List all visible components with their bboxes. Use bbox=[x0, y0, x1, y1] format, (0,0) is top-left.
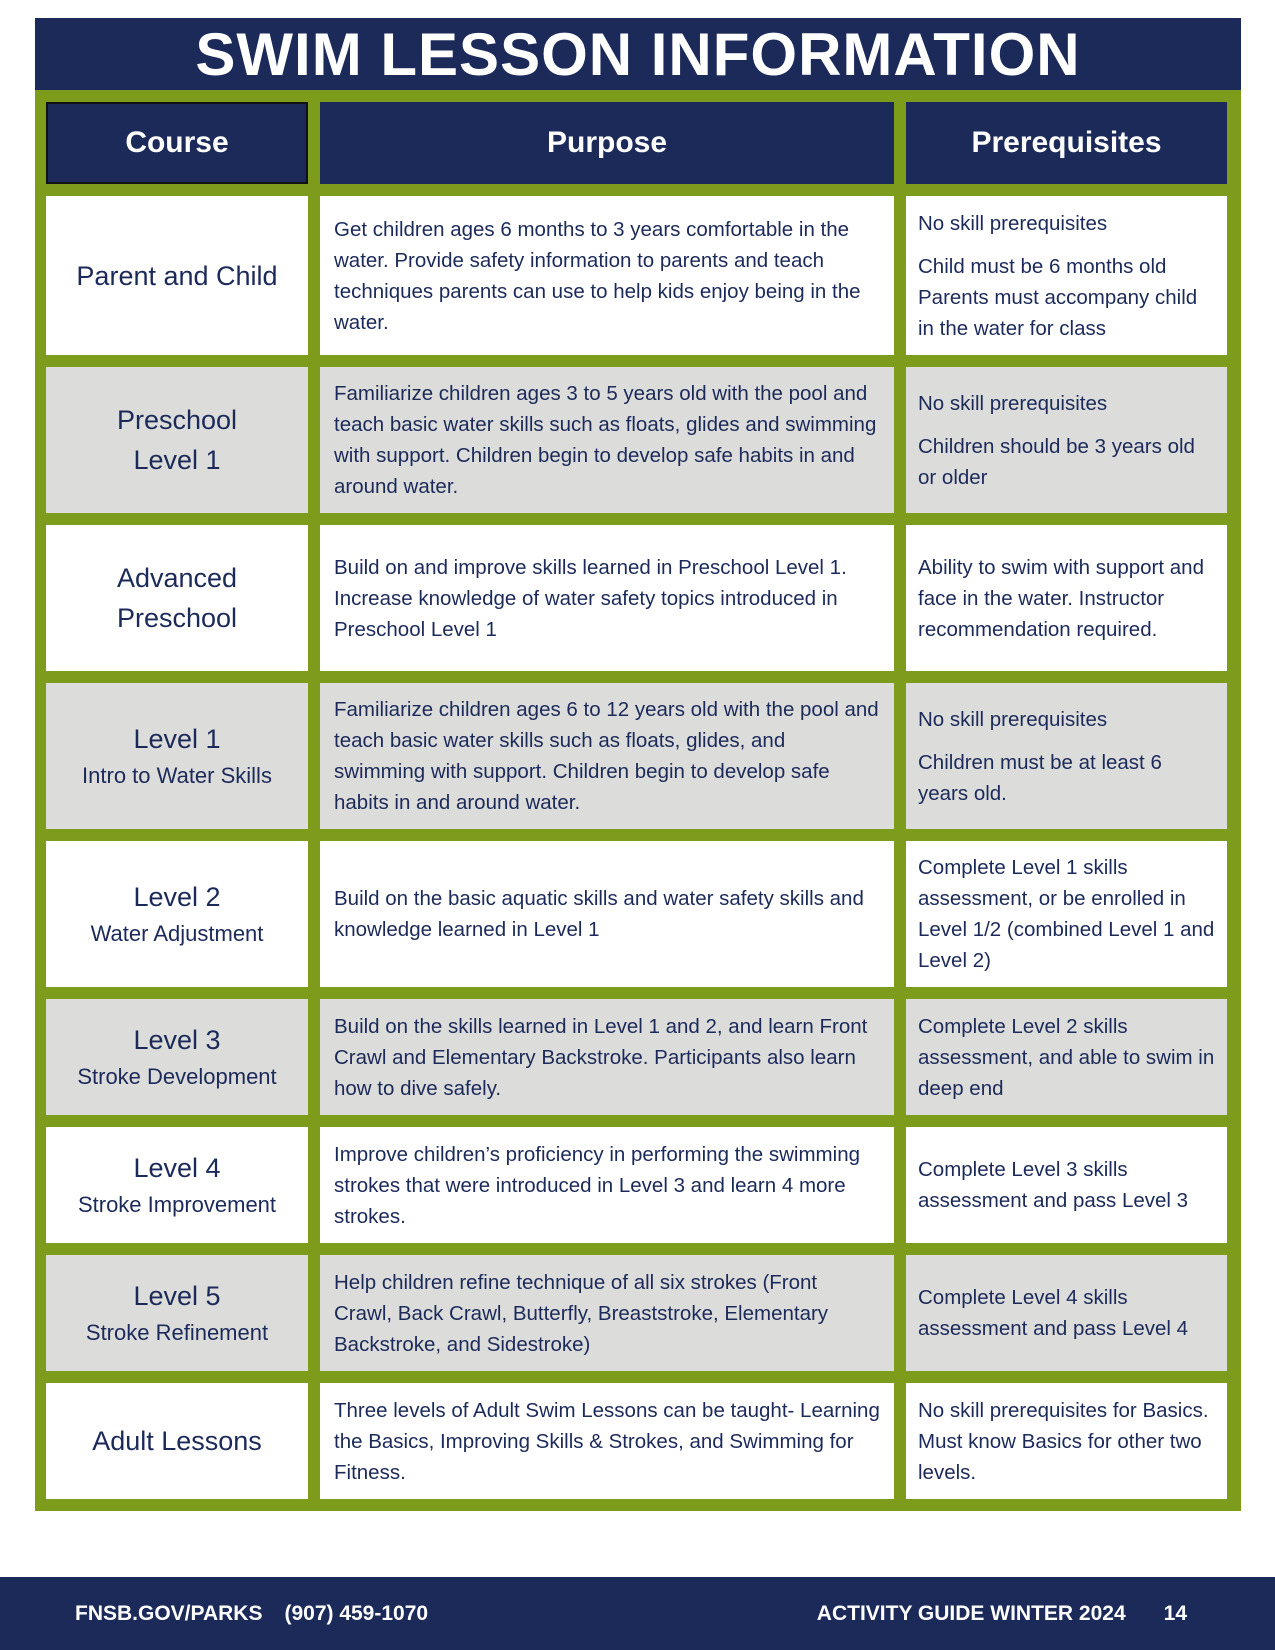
course-subtitle: Stroke Improvement bbox=[77, 1192, 277, 1217]
course-title: Level 3 bbox=[133, 1025, 221, 1055]
table-header-row bbox=[46, 102, 1229, 184]
course-subtitle: Stroke Development bbox=[77, 1064, 277, 1089]
table-row bbox=[46, 525, 1229, 671]
course-title: Level 5 bbox=[133, 1281, 221, 1311]
purpose-cell: Build on and improve skills learned in Preschool Level 1. Increase knowledge of water safety topics introduced in Preschool Level 1 bbox=[320, 525, 894, 671]
prerequisites-cell bbox=[906, 525, 1227, 671]
purpose-cell: Familiarize children ages 3 to 5 years old with the pool and teach basic water skills such as floats, glides and swimming with support. Children begin to develop safe habits in and around water. bbox=[320, 367, 894, 513]
table-row bbox=[46, 1383, 1229, 1499]
prerequisites-cell bbox=[906, 841, 1227, 987]
table-row bbox=[46, 683, 1229, 829]
lesson-table bbox=[35, 90, 1241, 1511]
footer-website: FNSB.GOV/PARKS bbox=[75, 1601, 263, 1625]
course-cell bbox=[46, 841, 308, 987]
purpose-cell: Help children refine technique of all six strokes (Front Crawl, Back Crawl, Butterfly, Breaststroke, Elementary Backstroke, and Sidestroke) bbox=[320, 1255, 894, 1371]
prerequisites-cell bbox=[906, 999, 1227, 1115]
page-footer bbox=[0, 1577, 1275, 1650]
prerequisites-cell bbox=[906, 1383, 1227, 1499]
course-subtitle: Stroke Refinement bbox=[85, 1320, 269, 1345]
prerequisite-text: Ability to swim with support and face in the water. Instructor recommendation required. bbox=[918, 555, 1204, 641]
footer-phone: (907) 459-1070 bbox=[284, 1601, 429, 1625]
course-title: Level 2 bbox=[133, 882, 221, 912]
prerequisites-cell bbox=[906, 367, 1227, 513]
table-row bbox=[46, 841, 1229, 987]
header-course: Course bbox=[46, 102, 308, 184]
prerequisite-text: Children should be 3 years old or older bbox=[918, 434, 1195, 489]
course-title: Preschool Level 1 bbox=[116, 405, 238, 475]
course-cell bbox=[46, 999, 308, 1115]
prerequisite-text: Complete Level 3 skills assessment and pass Level 3 bbox=[918, 1158, 1189, 1212]
prerequisites-cell bbox=[906, 1127, 1227, 1243]
course-title: Level 4 bbox=[133, 1153, 221, 1183]
course-cell bbox=[46, 367, 308, 513]
course-cell bbox=[46, 525, 308, 671]
prerequisite-text: No skill prerequisites for Basics. Must know Basics for other two levels. bbox=[918, 1398, 1209, 1484]
table-row bbox=[46, 1255, 1229, 1371]
course-cell bbox=[46, 683, 308, 829]
purpose-cell: Build on the skills learned in Level 1 and 2, and learn Front Crawl and Elementary Backstroke. Participants also learn how to dive safely. bbox=[320, 999, 894, 1115]
purpose-cell: Improve children’s proficiency in performing the swimming strokes that were introduced in Level 3 and learn 4 more strokes. bbox=[320, 1127, 894, 1243]
table-row bbox=[46, 367, 1229, 513]
header-purpose: Purpose bbox=[320, 102, 894, 184]
purpose-cell: Build on the basic aquatic skills and water safety skills and knowledge learned in Level 1 bbox=[320, 841, 894, 987]
footer-guide: ACTIVITY GUIDE WINTER 2024 bbox=[816, 1601, 1126, 1625]
prerequisite-text: Complete Level 4 skills assessment and pass Level 4 bbox=[918, 1286, 1189, 1340]
course-cell bbox=[46, 196, 308, 355]
course-cell bbox=[46, 1255, 308, 1371]
table-row bbox=[46, 999, 1229, 1115]
course-title: Level 1 bbox=[133, 724, 221, 754]
prerequisite-text: Complete Level 2 skills assessment, and able to swim in deep end bbox=[918, 1014, 1215, 1100]
page-title: SWIM LESSON INFORMATION bbox=[35, 18, 1241, 90]
purpose-cell: Familiarize children ages 6 to 12 years old with the pool and teach basic water skills such as floats, glides, and swimming with support. Children begin to develop safe habits in and around water. bbox=[320, 683, 894, 829]
course-title: Parent and Child bbox=[76, 260, 278, 291]
prerequisite-text: Complete Level 1 skills assessment, or be enrolled in Level 1/2 (combined Level 1 and Level 2) bbox=[918, 856, 1215, 972]
course-cell bbox=[46, 1127, 308, 1243]
course-title: Adult Lessons bbox=[92, 1426, 262, 1456]
table-row bbox=[46, 1127, 1229, 1243]
prerequisite-text: Children must be at least 6 years old. bbox=[918, 750, 1162, 805]
course-subtitle: Water Adjustment bbox=[90, 921, 264, 946]
prerequisites-cell bbox=[906, 683, 1227, 829]
prerequisite-text: Child must be 6 months old Parents must accompany child in the water for class bbox=[918, 254, 1198, 340]
prerequisite-text: No skill prerequisites bbox=[918, 211, 1108, 235]
purpose-cell: Get children ages 6 months to 3 years comfortable in the water. Provide safety information to parents and teach techniques parents can use to help kids enjoy being in the water. bbox=[320, 196, 894, 355]
prerequisites-cell bbox=[906, 196, 1227, 355]
prerequisites-cell bbox=[906, 1255, 1227, 1371]
course-subtitle: Intro to Water Skills bbox=[82, 763, 272, 788]
prerequisite-text: No skill prerequisites bbox=[918, 391, 1108, 415]
header-prerequisites: Prerequisites bbox=[906, 102, 1227, 184]
footer-page-number: 14 bbox=[1163, 1601, 1187, 1625]
table-row bbox=[46, 196, 1229, 355]
purpose-cell: Three levels of Adult Swim Lessons can be taught- Learning the Basics, Improving Skills & Strokes, and Swimming for Fitness. bbox=[320, 1383, 894, 1499]
course-cell bbox=[46, 1383, 308, 1499]
course-title: Advanced Preschool bbox=[116, 563, 238, 633]
prerequisite-text: No skill prerequisites bbox=[918, 707, 1108, 731]
